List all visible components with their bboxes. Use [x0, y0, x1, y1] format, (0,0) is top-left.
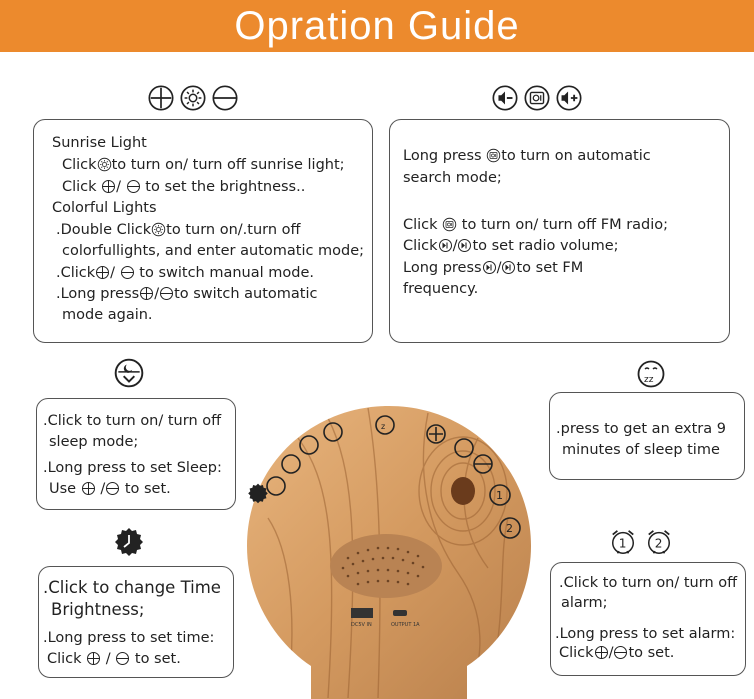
- forward-icon: [438, 238, 453, 253]
- sleep-line-1: .Click to turn on/ turn off: [43, 413, 222, 429]
- sleep-instructions-box: [36, 398, 236, 510]
- plus-icon: [101, 179, 116, 194]
- radio-icon: [486, 148, 501, 163]
- title-banner: [0, 0, 754, 52]
- device-illustration: [238, 398, 540, 699]
- plus-icon: [147, 84, 175, 112]
- colorful-heading: Colorful Lights: [52, 200, 157, 216]
- alarm-line-3: .Long press to set alarm:: [555, 626, 736, 642]
- radio-line-5: Long press / to set FM: [403, 260, 584, 276]
- sleep-mode-icon: [113, 357, 145, 389]
- snooze-line-1: .press to get an extra 9: [556, 421, 726, 437]
- minus-icon: [613, 645, 628, 660]
- radio-line-6: frequency.: [403, 281, 479, 297]
- plus-icon: [594, 645, 609, 660]
- time-line-4: Click / to set.: [47, 651, 181, 667]
- forward-icon: [482, 260, 497, 275]
- radio-line-3: Click to turn on/ turn off FM radio;: [403, 217, 669, 233]
- minus-icon: [120, 265, 135, 280]
- radio-icon: [442, 217, 457, 232]
- svg-text:1: 1: [496, 489, 503, 502]
- page-title: Opration Guide: [234, 3, 520, 48]
- snooze-icon: [636, 359, 666, 389]
- minus-icon: [159, 286, 174, 301]
- radio-icons: [491, 84, 583, 112]
- sun-icon: [179, 84, 207, 112]
- port-label-1: DC5V IN: [351, 622, 372, 628]
- plus-icon: [81, 481, 96, 496]
- radio-line-1: Long press to turn on automatic: [403, 148, 651, 164]
- alarm-line-1: .Click to turn on/ turn off: [559, 575, 738, 591]
- snooze-line-2: minutes of sleep time: [562, 442, 720, 458]
- light-instructions-box: [33, 119, 373, 343]
- plus-icon: [139, 286, 154, 301]
- radio-line-4: Click / to set radio volume;: [403, 238, 619, 254]
- sun-icon: [151, 222, 166, 237]
- sunrise-heading: Sunrise Light: [52, 135, 147, 151]
- light-line-6: .Long press / to switch automatic: [56, 286, 318, 302]
- sun-icon: [97, 157, 112, 172]
- light-line-7: mode again.: [62, 307, 153, 323]
- minus-icon: [126, 179, 141, 194]
- radio-instructions-box: [389, 119, 730, 343]
- snooze-instructions-box: [549, 392, 745, 480]
- light-line-3: .Double Click to turn on/.turn off: [56, 222, 301, 238]
- sleep-line-2: sleep mode;: [49, 434, 139, 450]
- volume-down-icon: [491, 84, 519, 112]
- alarm-line-4: Click / to set.: [559, 645, 675, 661]
- radio-icon: [523, 84, 551, 112]
- alarm-instructions-box: [550, 562, 746, 676]
- light-line-2: Click / to set the brightness..: [62, 179, 306, 195]
- volume-up-icon: [555, 84, 583, 112]
- plus-icon: [86, 651, 101, 666]
- light-icons: [147, 84, 239, 112]
- radio-line-2: search mode;: [403, 170, 502, 186]
- alarm-icons: [609, 528, 673, 556]
- minus-icon: [115, 651, 130, 666]
- time-line-2: Brightness;: [51, 600, 145, 619]
- alarm-2-icon: [645, 528, 673, 556]
- alarm-line-2: alarm;: [561, 595, 608, 611]
- plus-icon: [95, 265, 110, 280]
- light-line-4: colorfullights, and enter automatic mode;: [62, 243, 365, 259]
- port-label-2: OUTPUT 1A: [391, 622, 420, 628]
- svg-text:z: z: [381, 422, 386, 431]
- forward-icon: [501, 260, 516, 275]
- light-line-5: .Click / to switch manual mode.: [56, 265, 314, 281]
- light-line-1: Click to turn on/ turn off sunrise light;: [62, 157, 345, 173]
- clock-icon: [114, 527, 144, 557]
- sleep-line-4: Use / to set.: [49, 481, 171, 497]
- svg-text:2: 2: [506, 522, 513, 535]
- time-line-1: .Click to change Time: [43, 578, 221, 597]
- minus-icon: [105, 481, 120, 496]
- sleep-line-3: .Long press to set Sleep:: [43, 460, 222, 476]
- time-line-3: .Long press to set time:: [43, 630, 215, 646]
- forward-icon: [457, 238, 472, 253]
- alarm-1-icon: [609, 528, 637, 556]
- time-instructions-box: [38, 566, 234, 678]
- minus-icon: [211, 84, 239, 112]
